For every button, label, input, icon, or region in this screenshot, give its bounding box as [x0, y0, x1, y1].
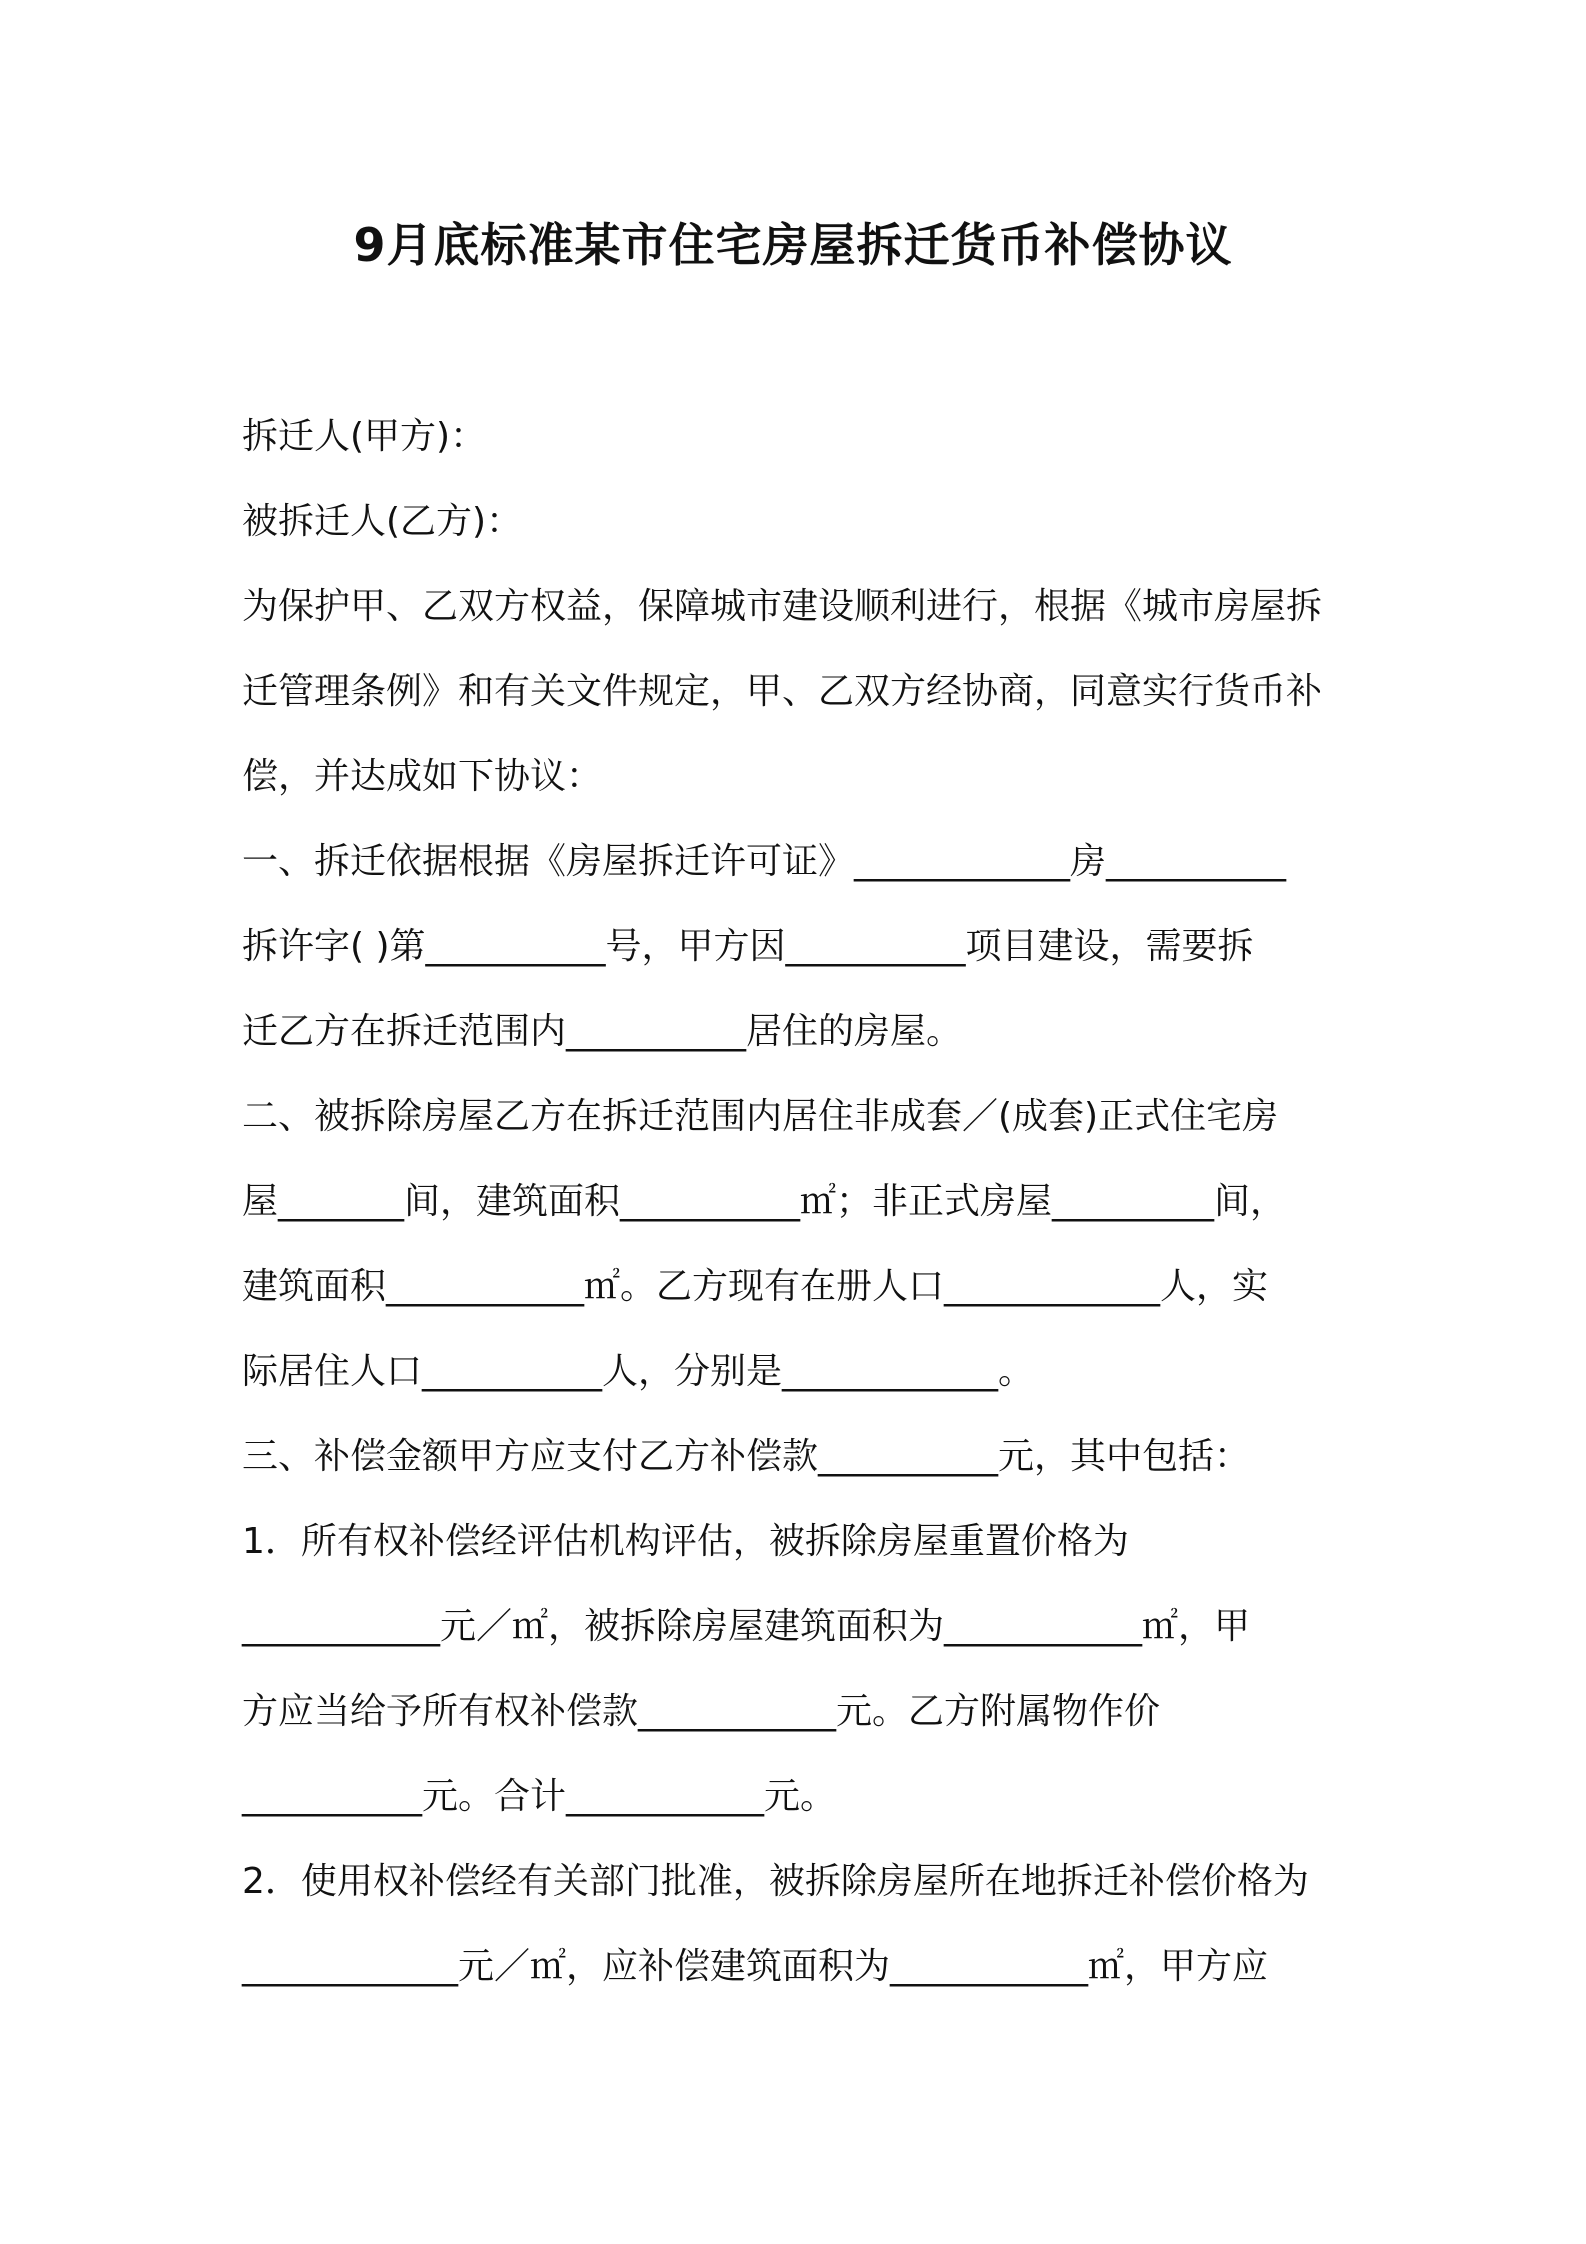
paragraph-line: __________元。合计___________元。 [242, 1776, 837, 1817]
paragraph-line: 为保护甲、乙双方权益，保障城市建设顺利进行，根据《城市房屋拆 [242, 586, 1323, 627]
paragraph-line: 被拆迁人(乙方)： [242, 501, 523, 542]
paragraph-line: ____________元／㎡，应补偿建筑面积为___________㎡，甲方应 [242, 1946, 1269, 1987]
document-title: 9月底标准某市住宅房屋拆迁货币补偿协议 [353, 218, 1233, 272]
paragraph-line: 屋_______间，建筑面积__________㎡；非正式房屋_________间， [242, 1181, 1287, 1222]
paragraph-line: 拆许字( )第__________号，甲方因__________项目建设，需要拆 [242, 926, 1254, 967]
paragraph-line: 迁乙方在拆迁范围内__________居住的房屋。 [242, 1011, 963, 1052]
paragraph-line: 方应当给予所有权补偿款___________元。乙方附属物作价 [242, 1691, 1161, 1732]
paragraph-line: 三、补偿金额甲方应支付乙方补偿款__________元，其中包括： [242, 1436, 1251, 1477]
paragraph-line: 建筑面积___________㎡。乙方现有在册人口____________人，实 [242, 1266, 1269, 1307]
paragraph-line: 偿，并达成如下协议： [242, 756, 603, 797]
paragraph-line: ___________元／㎡，被拆除房屋建筑面积为___________㎡，甲 [242, 1606, 1251, 1647]
paragraph-line: 际居住人口__________人，分别是____________。 [242, 1351, 1035, 1392]
paragraph-line: 1．所有权补偿经评估机构评估，被拆除房屋重置价格为 [242, 1521, 1129, 1562]
paragraph-line: 拆迁人(甲方)： [242, 416, 487, 457]
paragraph-line: 2．使用权补偿经有关部门批准，被拆除房屋所在地拆迁补偿价格为 [242, 1861, 1309, 1902]
paragraph-line: 二、被拆除房屋乙方在拆迁范围内居住非成套／(成套)正式住宅房 [242, 1096, 1279, 1137]
paragraph-line: 一、拆迁依据根据《房屋拆迁许可证》____________房__________ [242, 841, 1287, 882]
paragraph-line: 迁管理条例》和有关文件规定，甲、乙双方经协商，同意实行货币补 [242, 671, 1323, 712]
